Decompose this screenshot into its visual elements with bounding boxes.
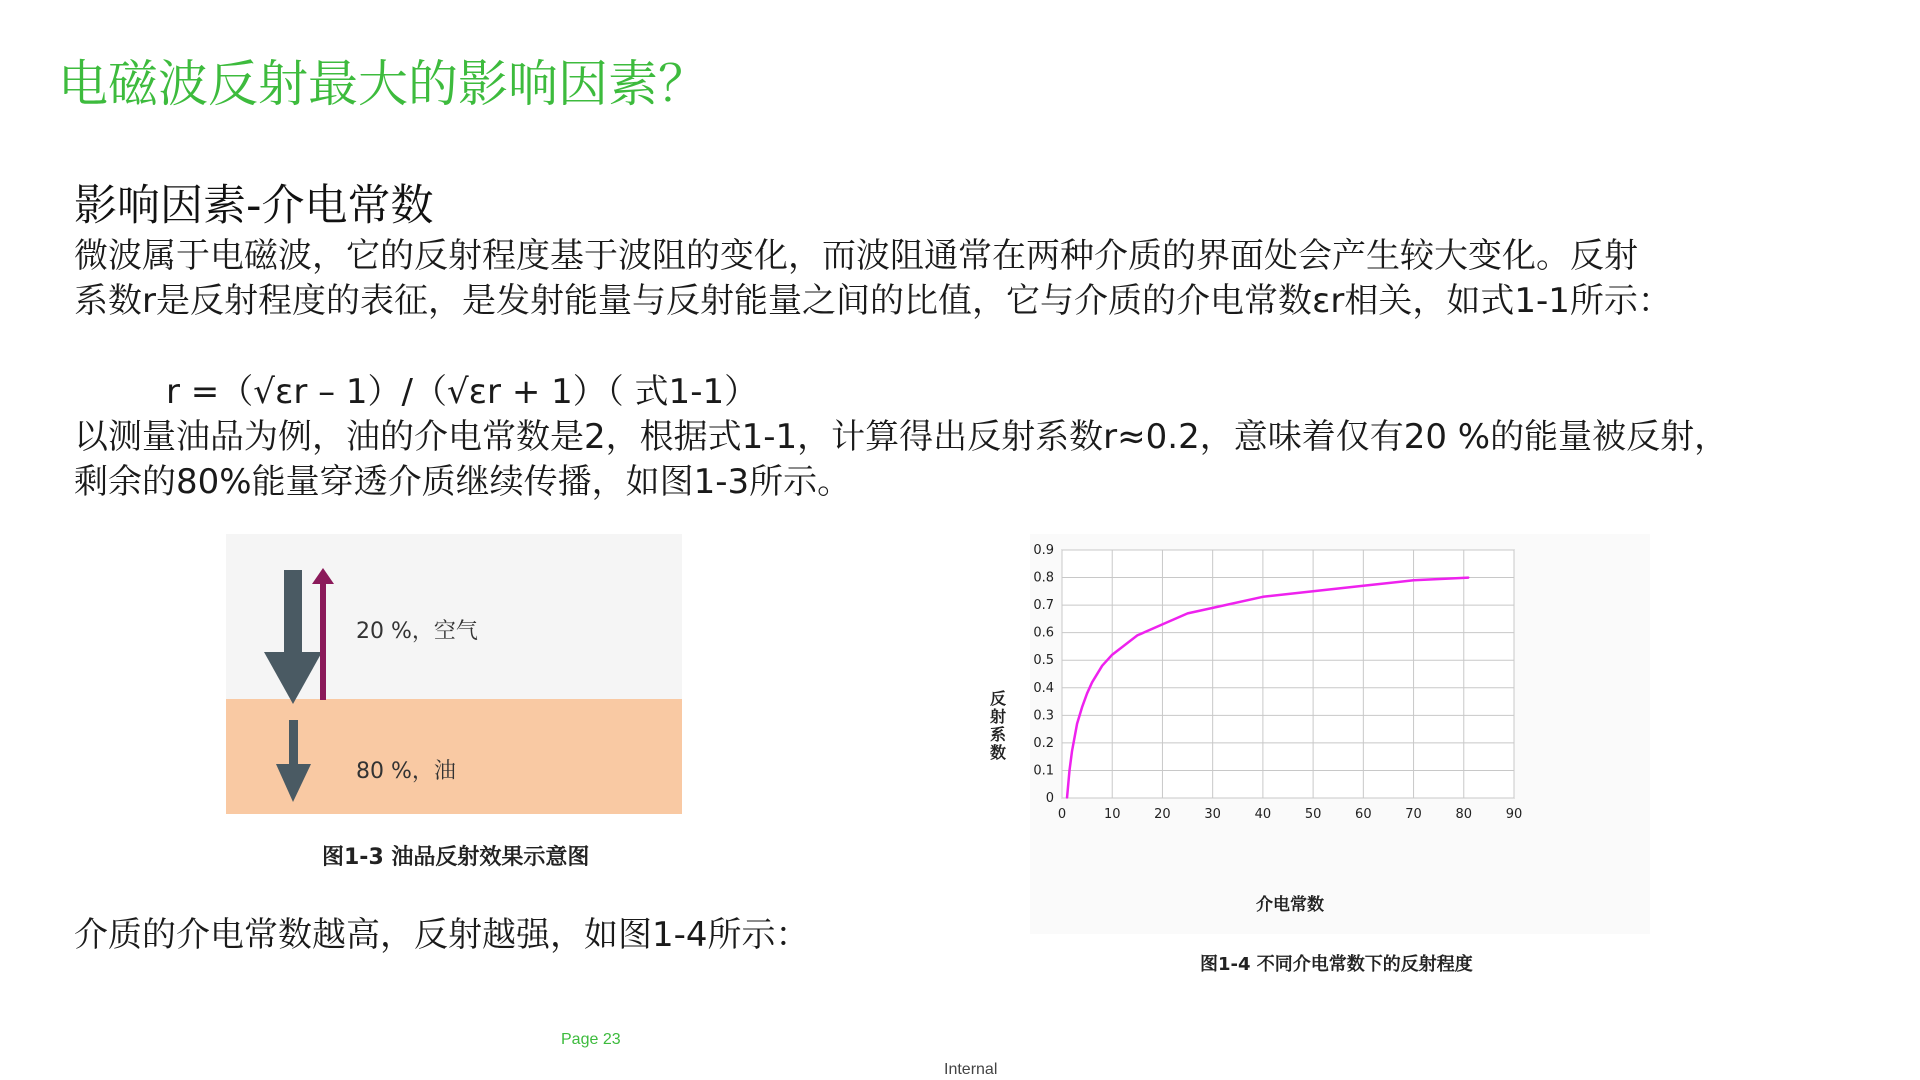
paragraph-1-line-2: 系数r是反射程度的表征，是发射能量与反射能量之间的比值，它与介质的介电常数εr相关，如式1-1所示： [74,281,1672,321]
x-tick-label: 0 [1057,807,1067,822]
data-point [1162,624,1164,626]
data-point [1187,613,1189,615]
chart-y-axis-label: 反射系数 [989,689,1006,762]
y-tick-label: 0.8 [1033,570,1054,586]
data-point [1137,635,1139,637]
data-point [1071,750,1073,752]
paragraph-1-line-1: 微波属于电磁波，它的反射程度基于波阻的变化，而波阻通常在两种介质的界面处会产生较大变化。反射 [74,236,1638,276]
y-tick-label: 0.5 [1033,653,1054,669]
y-tick-label: 0.3 [1033,708,1054,724]
data-point [1363,585,1365,587]
x-tick-label: 80 [1455,807,1473,822]
figure-1-4-caption: 图1-4 不同介电常数下的反射程度 [1200,954,1473,975]
y-tick-label: 0.6 [1033,625,1054,641]
data-point [1076,723,1078,725]
paragraph-2-line-2: 剩余的80%能量穿透介质继续传播，如图1-3所示。 [74,462,852,502]
y-tick-label: 0.2 [1033,735,1054,751]
data-point [1468,577,1470,579]
data-point [1101,665,1103,667]
section-subtitle: 影响因素-介电常数 [74,181,434,231]
chart-x-axis-label: 介电常数 [1256,895,1324,915]
formula-1-1: r =（√εr – 1）/（√εr + 1）（ 式1-1） [166,372,759,412]
paragraph-2-line-1: 以测量油品为例，油的介电常数是2，根据式1-1，计算得出反射系数r≈0.2，意味着仅有20 %的能量被反射， [74,417,1729,457]
y-tick-label: 0.4 [1033,680,1054,696]
x-tick-label: 90 [1505,807,1523,822]
reflection-curve-chart [1030,534,1650,934]
x-tick-label: 20 [1154,807,1171,822]
x-tick-label: 60 [1355,807,1372,822]
figure-1-4-chart [1030,534,1650,934]
data-point [1312,591,1314,593]
plot-area [1062,550,1514,798]
figure-1-3-diagram [226,534,682,814]
y-tick-label: 0.7 [1033,598,1054,614]
data-point [1212,607,1214,609]
page-number: Page 23 [561,1031,621,1048]
paragraph-3: 介质的介电常数越高，反射越强，如图1-4所示： [74,915,810,955]
data-point [1262,596,1264,598]
classification-label: Internal [944,1061,998,1078]
y-tick-label: 0 [1045,791,1054,806]
data-point [1413,580,1415,582]
data-point [1091,681,1093,683]
data-point [1069,770,1071,772]
data-point [1081,706,1083,708]
x-tick-label: 70 [1405,807,1422,822]
data-point [1111,654,1113,656]
air-label: 20 %，空气 [356,619,478,644]
x-tick-label: 50 [1304,807,1322,822]
x-tick-label: 30 [1204,807,1221,822]
oil-label: 80 %，油 [356,759,456,784]
x-tick-label: 40 [1254,807,1272,822]
x-tick-label: 10 [1103,807,1121,822]
y-tick-label: 0.9 [1033,543,1054,558]
slide-title: 电磁波反射最大的影响因素？ [58,55,708,113]
figure-1-3-caption: 图1-3 油品反射效果示意图 [322,845,590,870]
y-tick-label: 0.1 [1033,763,1054,779]
data-point [1066,797,1068,799]
data-point [1086,692,1088,694]
